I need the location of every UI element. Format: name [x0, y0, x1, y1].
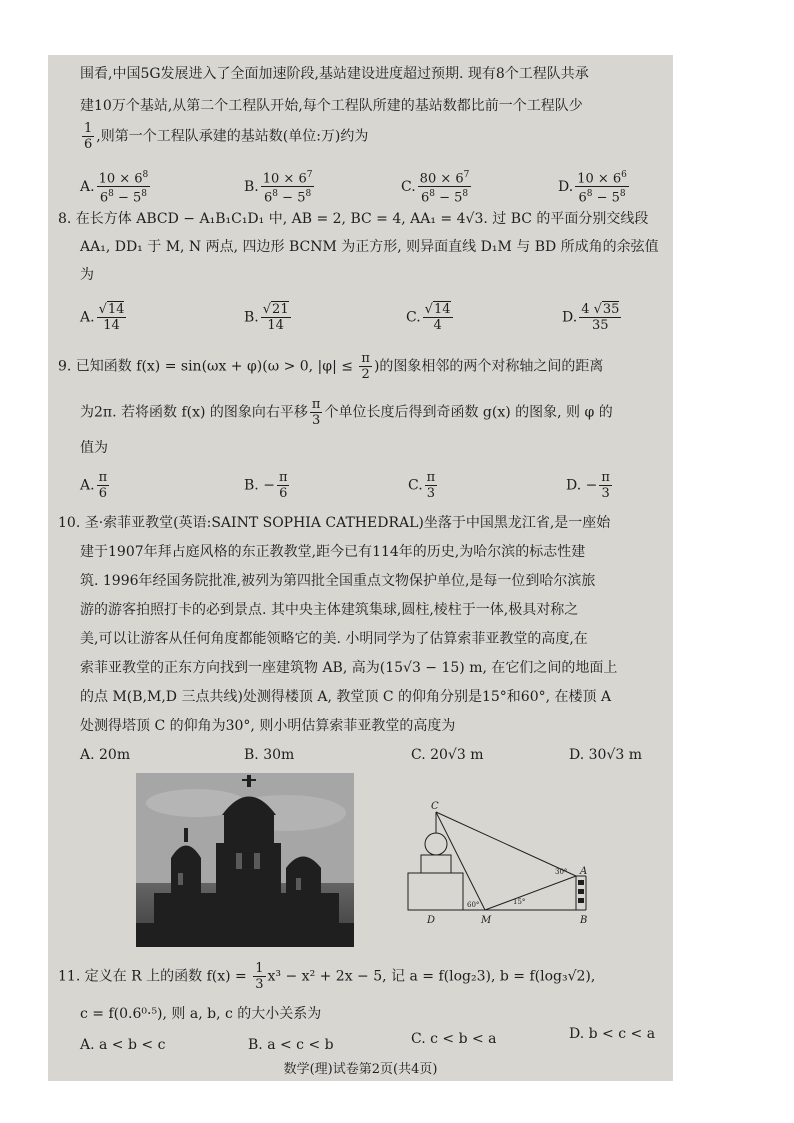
q8-option-b[interactable]: B. $\frac{√21}{14}$: [244, 302, 289, 333]
q8-text-line1: 8. 在长方体 ABCD − A₁B₁C₁D₁ 中, AB = 2, BC = 4, AA₁ = 4√3. 过 BC 的平面分别交线段: [58, 211, 649, 227]
q10-text-line6: 索菲亚教堂的正东方向找到一座建筑物 AB, 高为(15√3 − 15) m, 在它们之间的地面上: [80, 660, 618, 676]
q9-option-b[interactable]: B. − $\frac{\pi}{6}$: [244, 470, 288, 501]
point-label-b: B: [580, 915, 588, 926]
q11-option-d[interactable]: D. b < c < a: [569, 1026, 656, 1042]
cathedral-photo: [136, 773, 354, 947]
q7-option-d[interactable]: D. $\frac{10 \times 6^6}{6^8 - 5^8}$: [558, 170, 627, 206]
q11-option-a[interactable]: A. a < b < c: [80, 1037, 166, 1053]
q10-text-line7: 的点 M(B,M,D 三点共线)处测得楼顶 A, 教堂顶 C 的仰角分别是15°和60°, 在楼顶 A: [80, 689, 612, 705]
q8-text-line3: 为: [80, 267, 94, 283]
q8-option-d[interactable]: D. $\frac{4 √35}{35}$: [562, 302, 620, 333]
angle-label-30: 30°: [555, 868, 568, 876]
q10-option-c[interactable]: C. 20√3 m: [411, 747, 484, 763]
q10-text-line4: 游的游客拍照打卡的必到景点. 其中央主体建筑集球,圆柱,棱柱于一体,极具对称之: [80, 602, 579, 618]
q10-text-line2: 建于1907年拜占庭风格的东正教教堂,距今已有114年的历史,为哈尔滨的标志性建: [80, 544, 586, 560]
q9-option-c[interactable]: C. $\frac{\pi}{3}$: [408, 470, 436, 501]
q9-text-line3: 值为: [80, 440, 108, 456]
angle-label-60: 60°: [467, 901, 480, 909]
q9-option-a[interactable]: A. $\frac{\pi}{6}$: [80, 470, 108, 501]
exam-page: [48, 55, 673, 1081]
q10-text-line1: 10. 圣·索菲亚教堂(英语:SAINT SOPHIA CATHEDRAL)坐落于中国黑龙江省,是一座始: [58, 515, 611, 531]
q7-option-a[interactable]: A. $\frac{10 \times 6^8}{6^8 - 5^8}$: [80, 170, 149, 206]
q10-option-a[interactable]: A. 20m: [80, 747, 131, 763]
q10-option-d[interactable]: D. 30√3 m: [569, 747, 642, 763]
q11-text-line1: 11. 定义在 R 上的函数 f(x) = $\frac{1}{3}$ x³ − x² + 2x − 5, 记 a = f(log₂3), b = f(log₃√2),: [58, 961, 596, 992]
point-label-m: M: [481, 915, 492, 926]
q8-option-a[interactable]: A. $\frac{√14}{14}$: [80, 302, 125, 333]
q9-option-d[interactable]: D. − $\frac{\pi}{3}$: [566, 470, 610, 501]
angle-label-15: 15°: [513, 898, 526, 906]
q7-text-line3: $\frac{1}{6}$ ,则第一个工程队承建的基站数(单位:万)约为: [84, 121, 369, 152]
point-label-d: D: [427, 915, 436, 926]
q7-option-b[interactable]: B. $\frac{10 \times 6^7}{6^8 - 5^8}$: [244, 170, 313, 206]
q11-text-line2: c = f(0.6⁰·⁵), 则 a, b, c 的大小关系为: [80, 1006, 322, 1022]
q10-text-line3: 筑. 1996年经国务院批准,被列为第四批全国重点文物保护单位,是每一位到哈尔滨旅: [80, 573, 596, 589]
geometry-diagram: [403, 800, 628, 930]
page-footer: 数学(理)试卷第2页(共4页): [283, 1062, 438, 1077]
q8-option-c[interactable]: C. $\frac{√14}{4}$: [406, 302, 451, 333]
point-label-c: C: [431, 801, 439, 812]
q7-fraction: $\frac{1}{6}$: [84, 121, 93, 152]
q8-text-line2: AA₁, DD₁ 于 M, N 两点, 四边形 BCNM 为正方形, 则异面直线 D₁M 与 BD 所成角的余弦值: [80, 239, 659, 255]
q11-option-b[interactable]: B. a < c < b: [248, 1037, 334, 1053]
q7-text-line2: 建10万个基站,从第二个工程队开始,每个工程队所建的基站数都比前一个工程队少: [80, 98, 583, 114]
q11-option-c[interactable]: C. c < b < a: [411, 1031, 497, 1047]
q10-text-line8: 处测得塔顶 C 的仰角为30°, 则小明估算索菲亚教堂的高度为: [80, 718, 456, 734]
q9-text-line1: 9. 已知函数 f(x) = sin(ωx + φ)(ω > 0, |φ| ≤ $\frac{\pi}{2}$ )的图象相邻的两个对称轴之间的距离: [58, 351, 604, 382]
q10-option-b[interactable]: B. 30m: [244, 747, 295, 763]
q10-text-line5: 美,可以让游客从任何角度都能领略它的美. 小明同学为了估算索菲亚教堂的高度,在: [80, 631, 588, 647]
q9-text-line2: 为2π. 若将函数 f(x) 的图象向右平移 $\frac{\pi}{3}$ 个单位长度后得到奇函数 g(x) 的图象, 则 φ 的: [80, 397, 613, 428]
q7-text-line1: 围看,中国5G发展进入了全面加速阶段,基站建设进度超过预期. 现有8个工程队共承: [80, 66, 589, 82]
point-label-a: A: [580, 866, 588, 877]
q7-option-c[interactable]: C. $\frac{80 \times 6^7}{6^8 - 5^8}$: [401, 170, 470, 206]
